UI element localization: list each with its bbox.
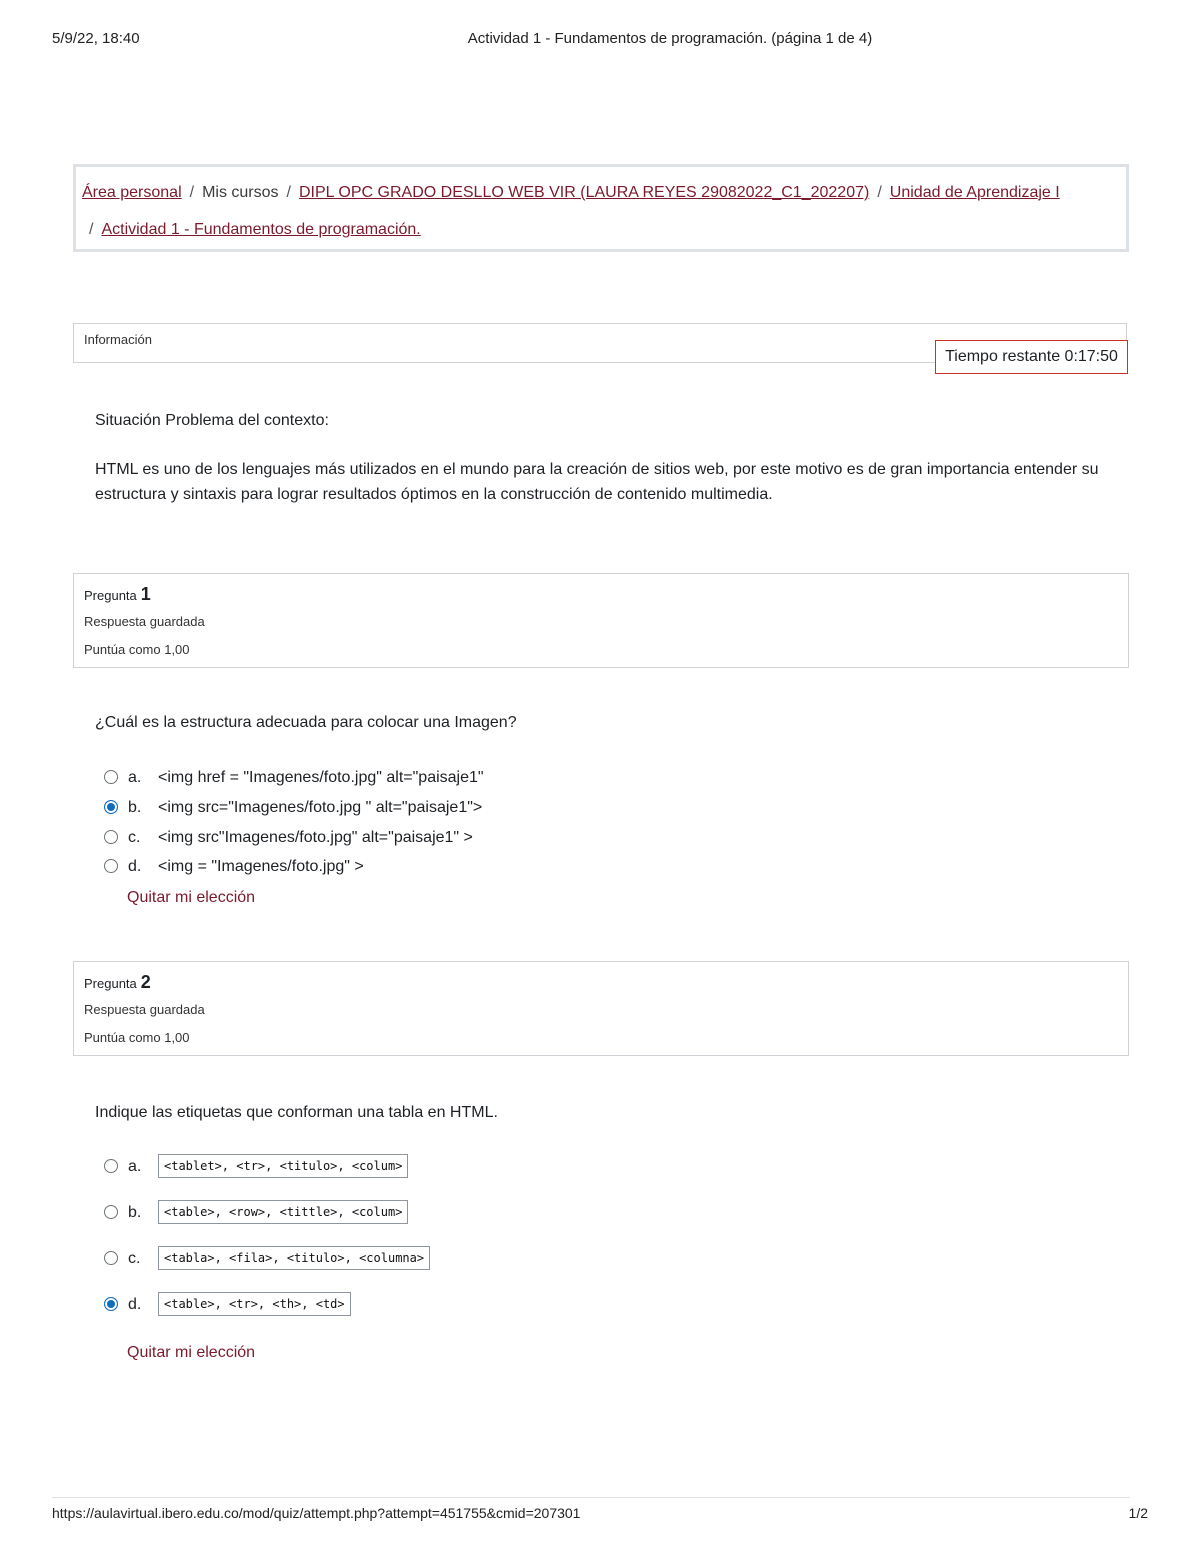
option-text: <img src="Imagenes/foto.jpg " alt="paisaje1">: [158, 799, 483, 816]
option-code: <table>, <tr>, <th>, <td>: [158, 1292, 351, 1316]
question-grade: Puntúa como 1,00: [84, 1030, 190, 1045]
question-grade: Puntúa como 1,00: [84, 642, 190, 657]
print-url: https://aulavirtual.ibero.edu.co/mod/quiz/attempt.php?attempt=451755&cmid=207301: [52, 1505, 581, 1521]
option-letter: c.: [128, 829, 141, 846]
radio-button-selected[interactable]: [104, 800, 118, 814]
question-label: Pregunta: [84, 588, 137, 603]
option-text: <img = "Imagenes/foto.jpg" >: [158, 858, 364, 875]
clear-choice-link-1[interactable]: Quitar mi elección: [127, 889, 256, 906]
option-letter: a.: [128, 1158, 142, 1175]
radio-button-selected[interactable]: [104, 1297, 118, 1311]
question-state: Respuesta guardada: [84, 614, 205, 629]
info-label: Información: [84, 332, 152, 347]
breadcrumb-separator: /: [89, 221, 94, 238]
question-text-2: Indique las etiquetas que conforman una tabla en HTML.: [95, 1104, 498, 1121]
option-letter: d.: [128, 1296, 142, 1313]
breadcrumb-separator: /: [189, 184, 195, 201]
option-code: <table>, <row>, <tittle>, <colum>: [158, 1200, 408, 1224]
option-letter: b.: [128, 1204, 142, 1221]
context-heading: Situación Problema del contexto:: [95, 412, 329, 429]
breadcrumb-course[interactable]: DIPL OPC GRADO DESLLO WEB VIR (LAURA REYES 29082022_C1_202207): [298, 184, 870, 201]
question-number: [84, 584, 151, 605]
print-title: Actividad 1 - Fundamentos de programación. (página 1 de 4): [467, 30, 873, 47]
option-code: <tabla>, <fila>, <titulo>, <columna>: [158, 1246, 430, 1270]
question-text-1: ¿Cuál es la estructura adecuada para colocar una Imagen?: [95, 714, 517, 731]
breadcrumb-separator: /: [877, 184, 882, 201]
radio-button[interactable]: [104, 830, 118, 844]
quiz-timer: Tiempo restante 0:17:50: [935, 340, 1128, 374]
radio-button[interactable]: [104, 1205, 118, 1219]
option-letter: a.: [128, 769, 142, 786]
option-text: <img href = "Imagenes/foto.jpg" alt="paisaje1": [158, 769, 484, 786]
footer-divider: [52, 1497, 1130, 1498]
radio-button[interactable]: [104, 1251, 118, 1265]
print-header: [0, 30, 1200, 52]
question-info-1: [73, 573, 1129, 668]
option-letter: c.: [128, 1250, 141, 1267]
question-info-2: [73, 961, 1129, 1056]
radio-button[interactable]: [104, 859, 118, 873]
context-body: HTML es uno de los lenguajes más utilizados en el mundo para la creación de sitios web, por este motivo es de gran importancia entender su estructura y sintaxis para lograr resultados óptimos en la construcción de contenido multimedia.: [95, 461, 1099, 503]
print-date: 5/9/22, 18:40: [52, 30, 140, 47]
option-text: <img src"Imagenes/foto.jpg" alt="paisaje1" >: [158, 829, 473, 846]
print-page-number: 1/2: [1128, 1505, 1148, 1521]
radio-button[interactable]: [104, 1159, 118, 1173]
option-code: <tablet>, <tr>, <titulo>, <colum>: [158, 1154, 408, 1178]
question-number-value: 1: [140, 584, 151, 604]
breadcrumb-activity[interactable]: Actividad 1 - Fundamentos de programación.: [101, 221, 421, 238]
context-section: [95, 408, 1115, 507]
clear-choice-link-2[interactable]: Quitar mi elección: [127, 1344, 256, 1361]
breadcrumb: [73, 164, 1129, 252]
option-letter: d.: [128, 858, 142, 875]
question-number: [84, 972, 151, 993]
breadcrumb-area-personal[interactable]: Área personal: [82, 184, 182, 201]
option-letter: b.: [128, 799, 142, 816]
question-number-value: 2: [140, 972, 151, 992]
question-label: Pregunta: [84, 976, 137, 991]
question-state: Respuesta guardada: [84, 1002, 205, 1017]
radio-button[interactable]: [104, 770, 118, 784]
breadcrumb-mis-cursos: Mis cursos: [202, 184, 279, 201]
breadcrumb-separator: /: [286, 184, 291, 201]
breadcrumb-unit[interactable]: Unidad de Aprendizaje I: [889, 184, 1060, 201]
